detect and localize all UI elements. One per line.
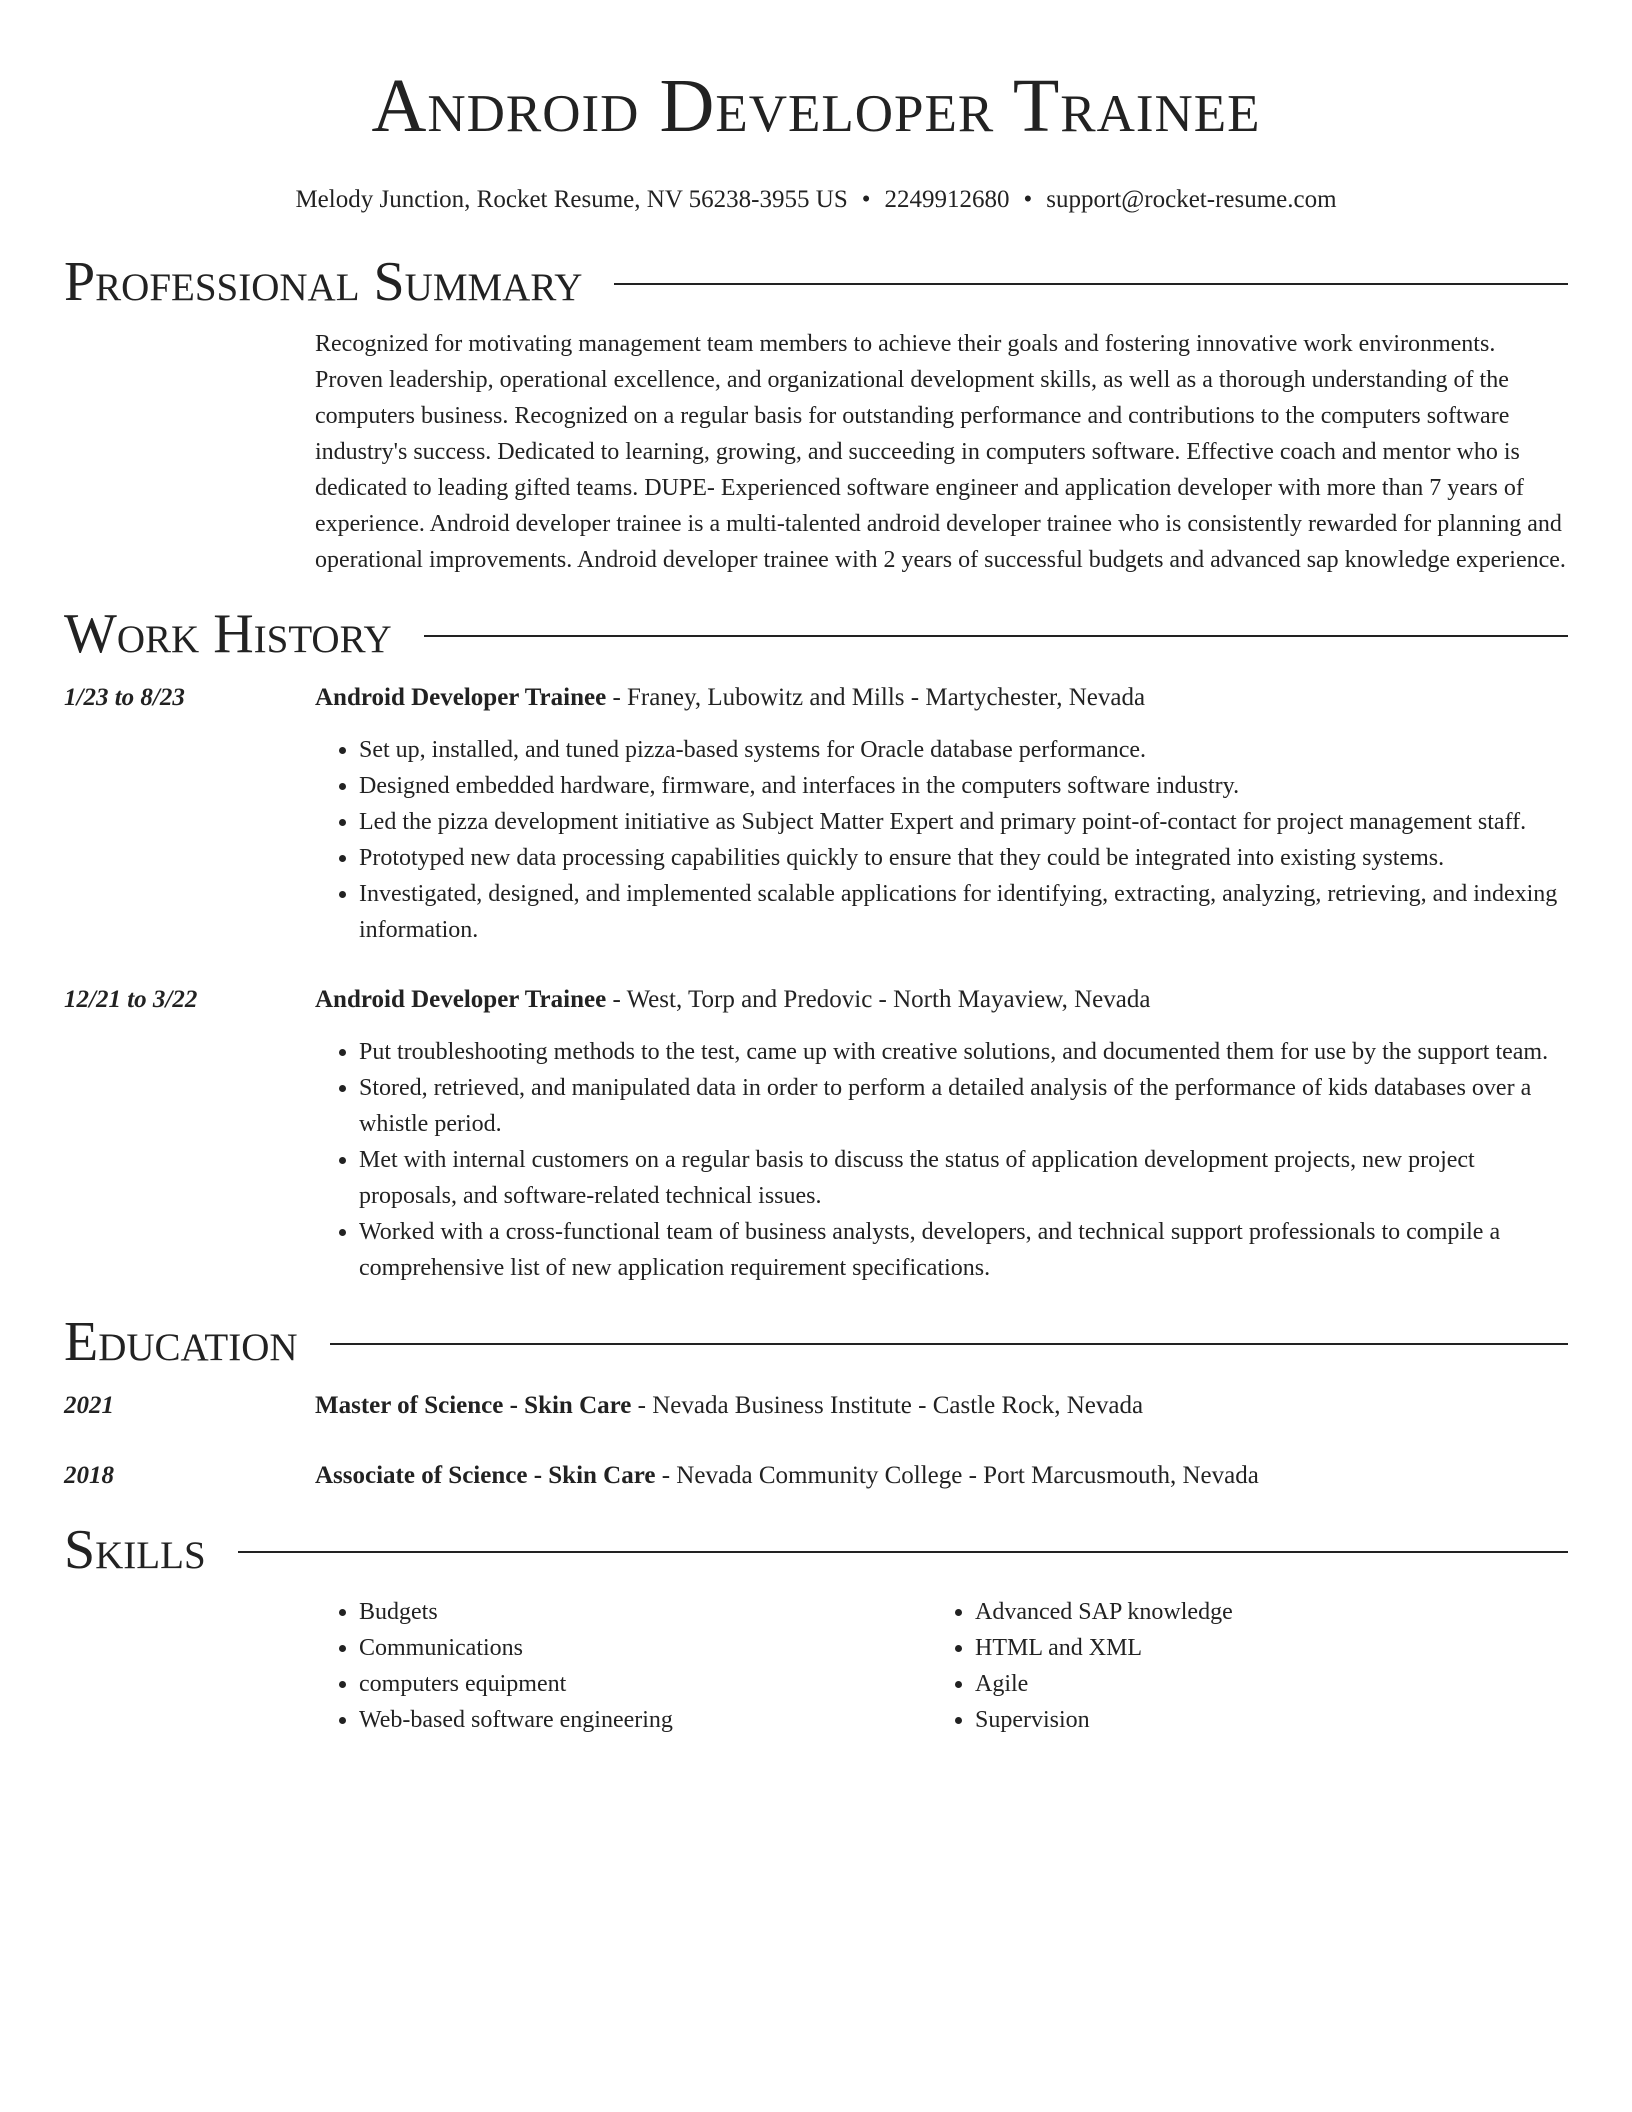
skill-item: • Advanced SAP knowledge [975,1594,1547,1630]
resume-name-heading: Android Developer Trainee [371,64,1261,148]
job-title: Android Developer Trainee [315,684,607,711]
education-entry [64,1388,1568,1424]
contact-separator: • [1023,186,1033,213]
section-divider [424,635,1568,637]
skills-heading: Skills [64,1519,206,1581]
education-year: 2018 [64,1462,114,1489]
education-line [315,1458,1568,1494]
contact-phone: 2249912680 [884,186,1010,213]
education-entry [64,1458,1568,1494]
job-entry [64,680,1568,948]
job-title-line [315,982,1568,1018]
work-section-header [64,602,1568,666]
contact-line [64,184,1568,216]
summary-text: Recognized for motivating management team members to achieve their goals and fostering innovative work environments. Proven leadership, operational excellence, and organizational development skills, as well as a thorough understanding of the computers business. Recognized on a regular basis for outstanding performance and contributions to the computers software industry's success. Dedicated to learning, growing, and succeeding in computers software. Effective coach and mentor who is dedicated to leading gifted teams. DUPE- Experienced software engineer and application developer with more than 7 years of experience. Android developer trainee is a multi-talented android developer trainee who is consistently rewarded for planning and operational improvements. Android developer trainee with 2 years of successful budgets and advanced sap knowledge experience. [315,331,1566,573]
education-year: 2021 [64,1392,114,1419]
skills-column-2 [931,1594,1547,1738]
education-details: - Nevada Community College - Port Marcusmouth, Nevada [655,1462,1259,1489]
skill-item: • Communications [359,1630,931,1666]
education-line [315,1388,1568,1424]
job-bullets [315,732,1568,948]
job-bullet: • Stored, retrieved, and manipulated data in order to perform a detailed analysis of the performance of kids databases over a whistle period. [359,1070,1568,1142]
job-dates: 1/23 to 8/23 [64,684,185,711]
job-bullets [315,1034,1568,1286]
contact-address: Melody Junction, Rocket Resume, NV 56238-3955 US [295,186,848,213]
job-details: - West, Torp and Predovic - North Mayaview, Nevada [606,986,1151,1013]
job-title-line [315,680,1568,716]
summary-section-header [64,250,1568,314]
skill-item: • Budgets [359,1594,931,1630]
job-bullet: • Designed embedded hardware, firmware, and interfaces in the computers software industry. [359,768,1568,804]
section-divider [238,1551,1568,1553]
contact-separator: • [861,186,871,213]
job-dates: 12/21 to 3/22 [64,986,198,1013]
job-bullet: • Set up, installed, and tuned pizza-based systems for Oracle database performance. [359,732,1568,768]
skills-spacer [64,1582,315,1738]
skill-item: • Supervision [975,1702,1547,1738]
education-details: - Nevada Business Institute - Castle Rock, Nevada [631,1392,1144,1419]
contact-email: support@rocket-resume.com [1046,186,1337,213]
work-heading: Work History [64,603,392,665]
job-details: - Franey, Lubowitz and Mills - Martychester, Nevada [606,684,1146,711]
job-bullet: • Investigated, designed, and implemented scalable applications for identifying, extracting, analyzing, retrieving, and indexing information. [359,876,1568,948]
education-section-header [64,1310,1568,1374]
job-entry [64,982,1568,1286]
job-title: Android Developer Trainee [315,986,607,1013]
resume-page [64,0,1568,1738]
skill-item: • HTML and XML [975,1630,1547,1666]
skill-item: • Agile [975,1666,1547,1702]
skill-item: • computers equipment [359,1666,931,1702]
job-bullet: • Led the pizza development initiative as Subject Matter Expert and primary point-of-contact for project management staff. [359,804,1568,840]
job-bullet: • Put troubleshooting methods to the test, came up with creative solutions, and documented them for use by the support team. [359,1034,1568,1070]
skills-section-header [64,1518,1568,1582]
education-heading: Education [64,1311,298,1373]
section-divider [614,283,1568,285]
summary-row [64,326,1568,578]
job-bullet: • Prototyped new data processing capabilities quickly to ensure that they could be integrated into existing systems. [359,840,1568,876]
skills-column-1 [315,1594,931,1738]
education-degree: Master of Science - Skin Care [315,1392,632,1419]
summary-heading: Professional Summary [64,251,583,313]
skills-columns [315,1594,1568,1738]
skills-row [64,1582,1568,1738]
skill-item: • Web-based software engineering [359,1702,931,1738]
education-degree: Associate of Science - Skin Care [315,1462,656,1489]
job-bullet: • Met with internal customers on a regular basis to discuss the status of application development projects, new project proposals, and software-related technical issues. [359,1142,1568,1214]
job-bullet: • Worked with a cross-functional team of business analysts, developers, and technical support professionals to compile a comprehensive list of new application requirement specifications. [359,1214,1568,1286]
section-divider [330,1343,1568,1345]
summary-spacer [64,326,315,578]
